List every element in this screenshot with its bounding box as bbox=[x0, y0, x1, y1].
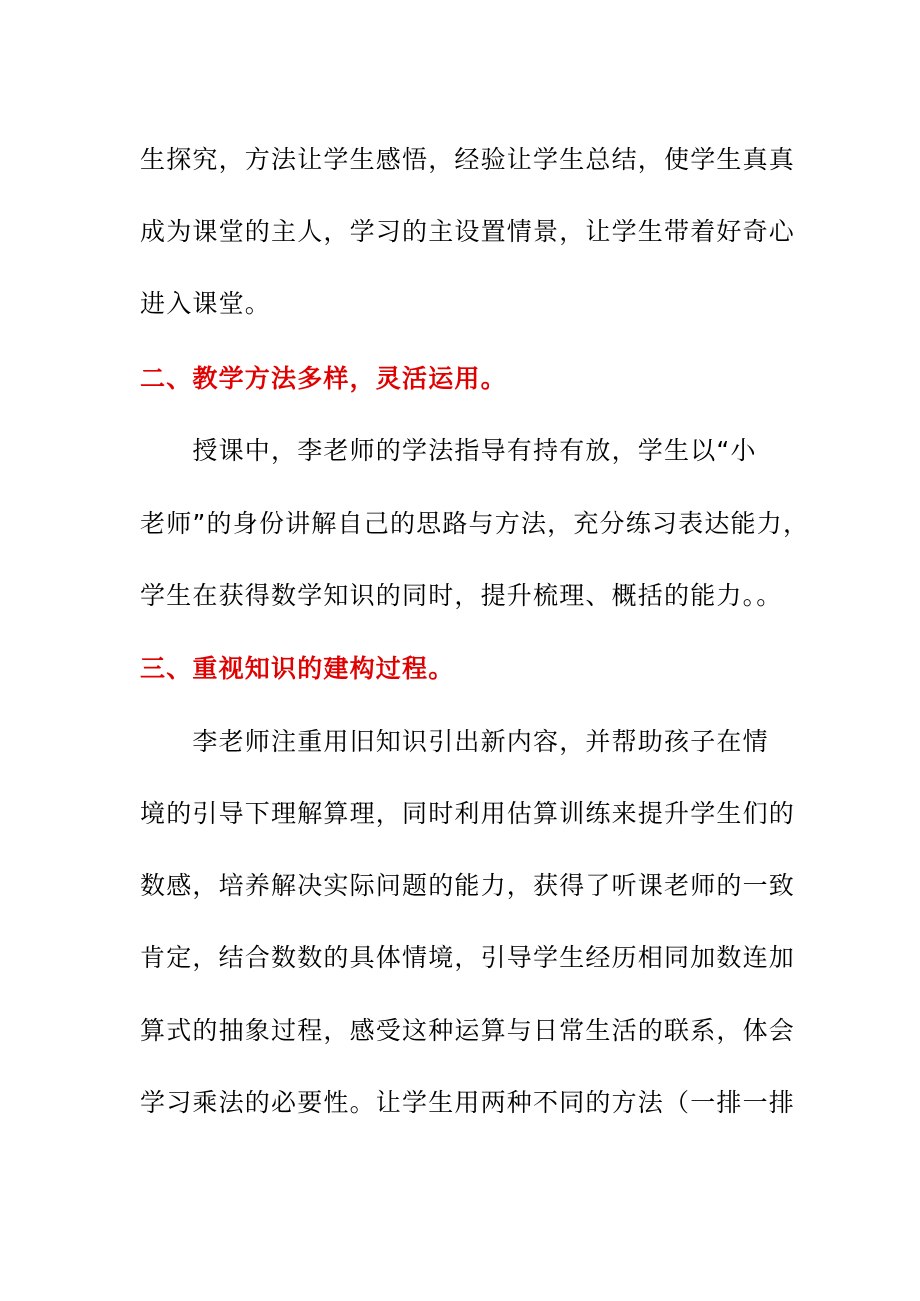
paragraph-1-line-2: 成为课堂的主人，学习的主设置情景，让学生带着好奇心 bbox=[140, 217, 796, 246]
paragraph-2-line-2: 老师”的身份讲解自己的思路与方法，充分练习表达能力， bbox=[140, 509, 810, 538]
paragraph-2-line-1: 授课中，李老师的学法指导有持有放，学生以“小 bbox=[140, 436, 757, 465]
paragraph-3-line-6: 学习乘法的必要性。让学生用两种不同的方法（一排一排 bbox=[140, 1088, 796, 1117]
paragraph-3-line-2: 境的引导下理解算理，同时利用估算训练来提升学生们的 bbox=[140, 799, 796, 828]
paragraph-1-line-3: 进入课堂。 bbox=[140, 289, 272, 318]
paragraph-1-line-1: 生探究，方法让学生感悟，经验让学生总结，使学生真真 bbox=[140, 145, 796, 174]
paragraph-3-line-1: 李老师注重用旧知识引出新内容，并帮助孩子在情 bbox=[140, 727, 769, 756]
paragraph-2-line-3: 学生在获得数学知识的同时，提升梳理、概括的能力。。 bbox=[140, 581, 783, 610]
paragraph-3-line-3: 数感，培养解决实际问题的能力，获得了听课老师的一致 bbox=[140, 871, 796, 900]
paragraph-3-line-4: 肯定，结合数数的具体情境，引导学生经历相同加数连加 bbox=[140, 943, 796, 972]
section-heading-2: 二、教学方法多样，灵活运用。 bbox=[140, 364, 507, 393]
section-heading-3: 三、重视知识的建构过程。 bbox=[140, 654, 455, 683]
paragraph-3-line-5: 算式的抽象过程，感受这种运算与日常生活的联系，体会 bbox=[140, 1016, 796, 1045]
